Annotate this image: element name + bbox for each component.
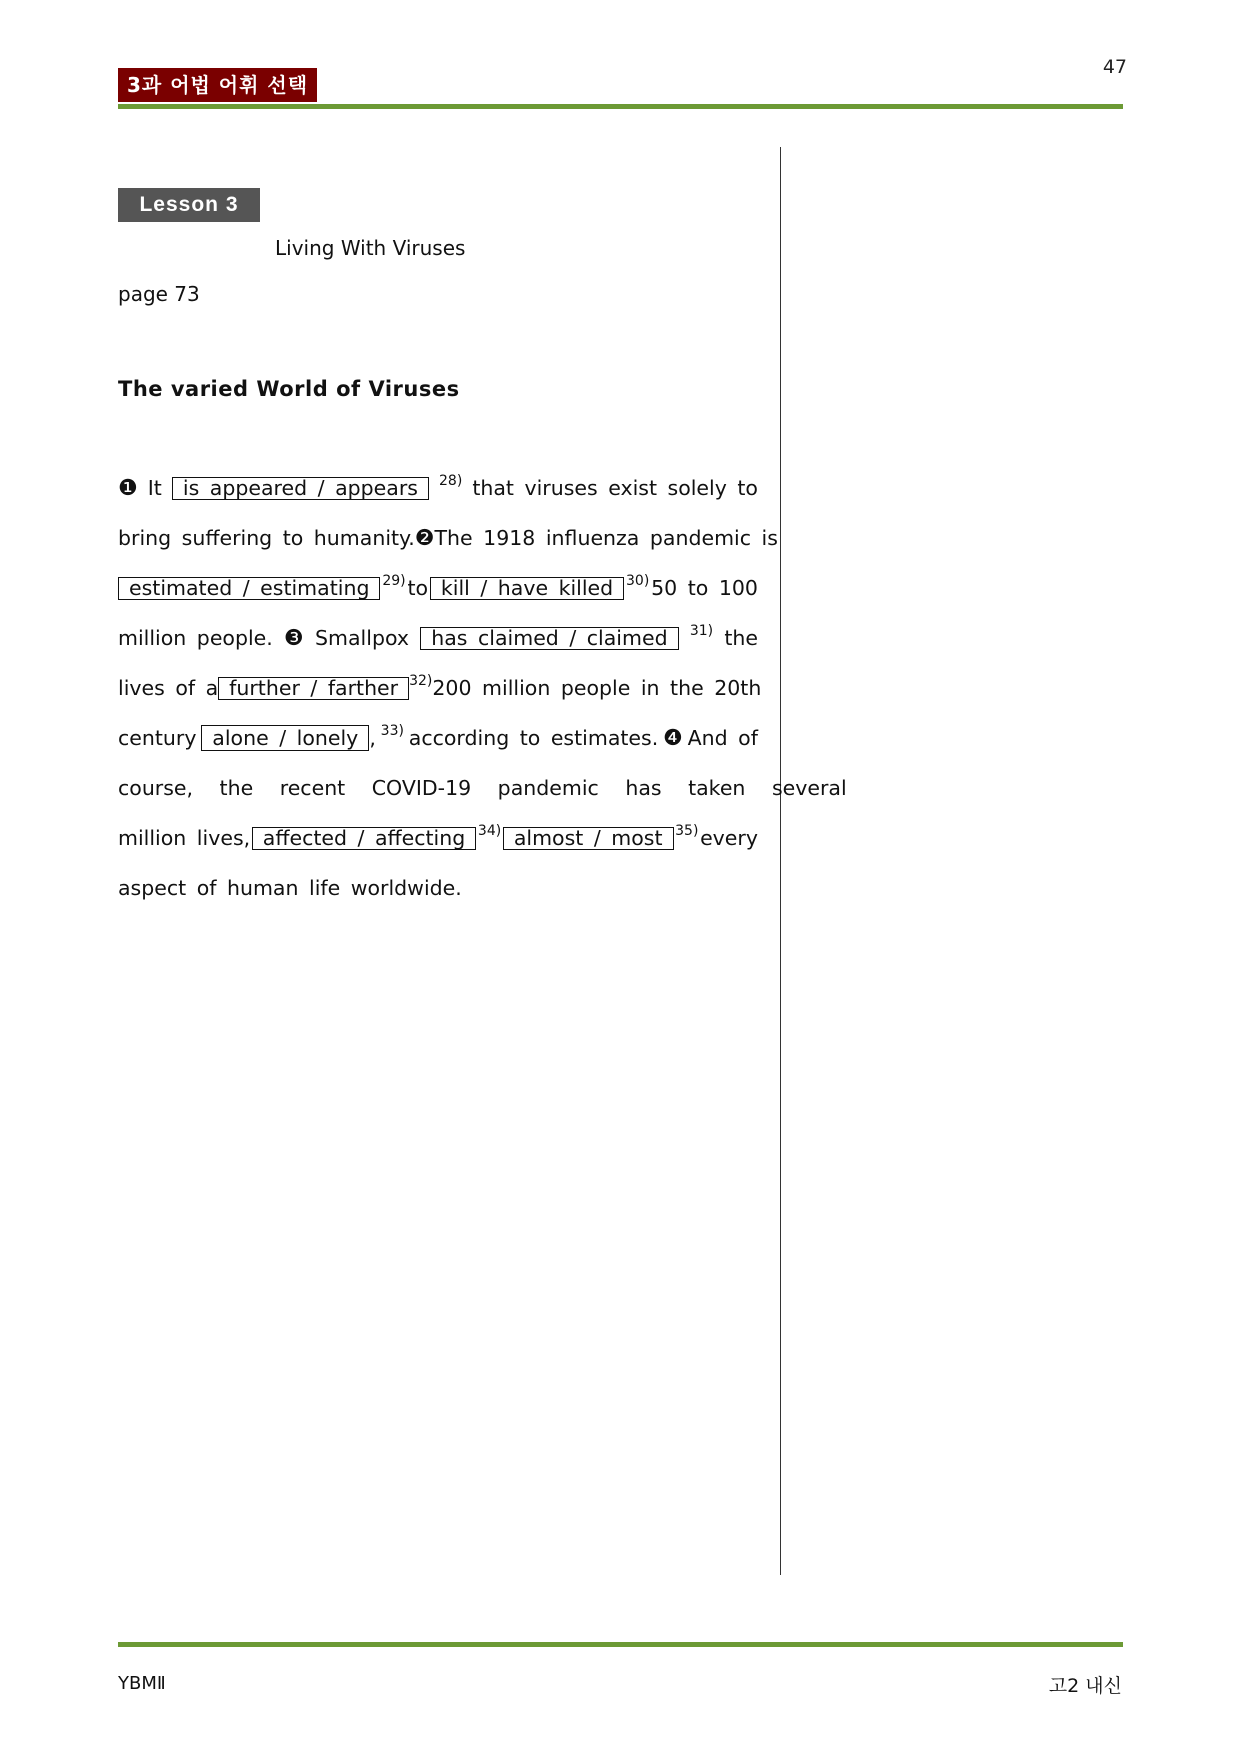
passage-text: course, the recent COVID-19 pandemic has taken several (118, 776, 847, 800)
choice-box-29[interactable]: estimated / estimating (118, 577, 380, 600)
passage (118, 463, 847, 913)
passage-text: that viruses exist solely to (472, 476, 758, 500)
passage-line (118, 463, 758, 513)
passage-text: aspect of human life worldwide. (118, 876, 462, 900)
passage-text: bring suffering to humanity. (118, 526, 415, 550)
footer-grade: 고2 내신 (1048, 1675, 1122, 1697)
passage-line (118, 863, 758, 913)
choice-box-34[interactable]: affected / affecting (252, 827, 476, 850)
passage-line (118, 613, 758, 663)
passage-line (118, 813, 758, 863)
sentence-marker-3: ❸ (284, 625, 304, 651)
sentence-marker-1: ❶ (118, 475, 138, 501)
passage-text: to (407, 576, 429, 600)
passage-text: It (147, 476, 162, 500)
sentence-marker-4: ❹ (663, 725, 683, 751)
passage-text: million lives, (118, 826, 251, 850)
footer-rule (118, 1642, 1123, 1647)
header-rule (118, 104, 1123, 109)
passage-line (118, 563, 758, 613)
passage-text: 200 million people in the 20th (432, 676, 762, 700)
question-number-28: 28) (439, 473, 463, 489)
choice-box-32[interactable]: further / farther (218, 677, 409, 700)
choice-box-31[interactable]: has claimed / claimed (420, 627, 678, 650)
question-number-34: 34) (477, 823, 502, 839)
passage-text: according to estimates. (408, 726, 659, 750)
passage-line (118, 513, 778, 563)
question-number-32: 32) (409, 673, 433, 689)
passage-text: And of (687, 726, 758, 750)
question-number-30: 30) (626, 573, 650, 589)
question-number-29: 29) (382, 573, 406, 589)
passage-text: the (724, 626, 758, 650)
passage-text: The 1918 influenza pandemic is (434, 526, 778, 550)
comma: , (369, 726, 376, 750)
section-heading: The varied World of Viruses (118, 377, 460, 401)
choice-box-28[interactable]: is appeared / appears (172, 477, 429, 500)
passage-line (118, 763, 847, 813)
sentence-marker-2: ❷ (414, 525, 435, 551)
choice-box-35[interactable]: almost / most (503, 827, 674, 850)
lesson-badge: Lesson 3 (118, 188, 260, 222)
passage-text: lives of a (118, 676, 219, 700)
passage-line (118, 663, 762, 713)
page-number: 47 (1102, 56, 1127, 78)
passage-line (118, 713, 758, 763)
choice-box-30[interactable]: kill / have killed (430, 577, 624, 600)
passage-text: 50 to 100 (651, 576, 758, 600)
choice-box-33[interactable]: alone / lonely (201, 725, 369, 751)
passage-text: million people. (118, 626, 273, 650)
unit-title: 3과 어법 어휘 선택 (118, 68, 317, 102)
footer-publisher: YBMⅡ (118, 1673, 166, 1694)
lesson-title: Living With Viruses (275, 236, 466, 260)
question-number-31: 31) (689, 623, 714, 639)
page-reference: page 73 (118, 282, 200, 306)
passage-text: Smallpox (315, 626, 410, 650)
passage-text: century (118, 726, 197, 750)
passage-text: every (700, 826, 758, 850)
question-number-35: 35) (675, 823, 699, 839)
question-number-33: 33) (380, 723, 404, 739)
column-divider (780, 147, 781, 1575)
